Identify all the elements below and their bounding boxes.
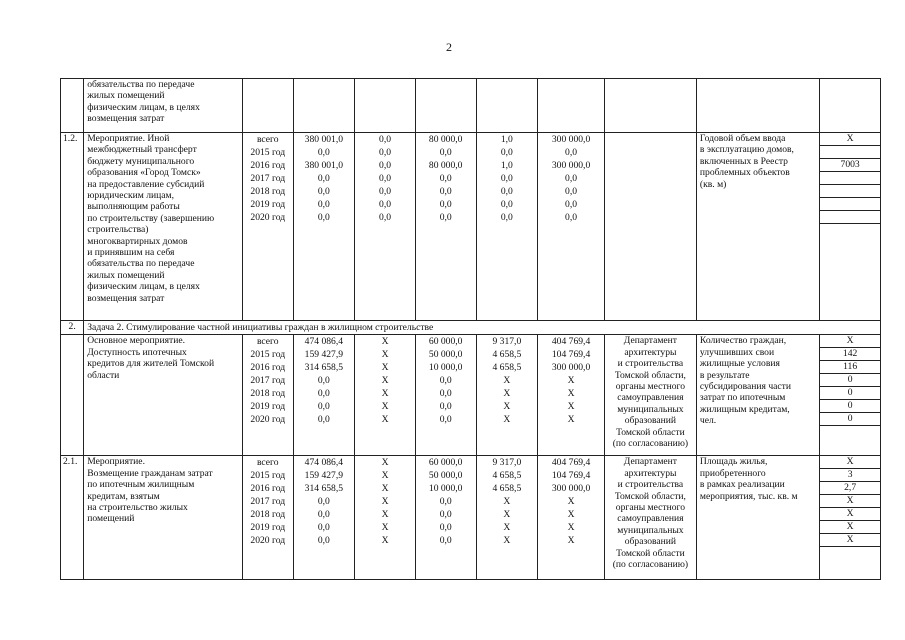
amount-value: 1,0 — [500, 160, 513, 171]
activity-name-line: обязательства по передаче — [87, 79, 195, 90]
amount-value: 0,0 — [379, 147, 392, 158]
activity-name-line: выполняющим работы — [87, 201, 180, 213]
amount-value: X — [503, 509, 511, 521]
activity-name-line: Основное мероприятие. — [87, 335, 185, 347]
amount-federal — [355, 79, 416, 133]
executor-line: муниципальных — [617, 403, 684, 415]
activity-name-line: по строительству (завершению — [87, 212, 215, 224]
amount-value: 0,0 — [439, 375, 452, 387]
amount-value: 4 658,5 — [492, 349, 522, 361]
executor-line: (по согласованию) — [612, 559, 689, 571]
amount-value: 10 000,0 — [428, 362, 463, 374]
amount-total — [293, 133, 355, 321]
amount-value: 0,0 — [439, 522, 452, 534]
indicator-value: 0 — [820, 413, 880, 426]
amount-value: 60 000,0 — [428, 457, 463, 469]
amount-regional — [415, 456, 476, 580]
activity-name-line: физическим лицам, в целях — [87, 101, 200, 113]
amount-value: X — [567, 535, 575, 547]
amount-value: 0,0 — [439, 173, 452, 184]
indicator-line: жилищные условия — [699, 358, 780, 370]
year-label: 2020 год — [250, 535, 286, 547]
activity-name-line: жилых помещений — [87, 90, 165, 102]
amount-value: 0,0 — [500, 147, 513, 158]
indicator-value: 0 — [820, 400, 880, 413]
indicator-value: 3 — [820, 469, 880, 482]
activity-name-line: строительства) — [87, 224, 149, 236]
activity-name-line: возмещения затрат — [87, 113, 165, 125]
amount-federal — [355, 133, 416, 321]
indicator-name — [696, 456, 819, 580]
executor-line: органы местного — [615, 502, 686, 514]
amount-total — [293, 335, 355, 456]
year-label: 2020 год — [250, 212, 286, 223]
amount-value: 80 000,0 — [428, 160, 463, 171]
activity-name — [84, 79, 243, 133]
amount-value: 0,0 — [317, 212, 330, 223]
amount-value: 104 769,4 — [551, 349, 591, 361]
amount-value: 60 000,0 — [428, 336, 463, 348]
indicator-line: Площадь жилья, — [699, 456, 768, 468]
activity-name-line: кредитов для жителей Томской — [87, 358, 215, 370]
executor-line: образований — [624, 536, 677, 548]
amount-value: X — [503, 375, 511, 387]
amount-value: 50 000,0 — [428, 470, 463, 482]
indicator-line: в рамках реализации — [699, 479, 785, 491]
table-row — [61, 456, 881, 580]
table-row — [61, 133, 881, 321]
indicator-value: 2,7 — [820, 482, 880, 495]
executor-line: архитектуры — [624, 467, 677, 479]
activity-name-line: физическим лицам, в целях — [87, 281, 200, 293]
indicator-line: в результате — [699, 369, 750, 381]
amount-value: 380 001,0 — [304, 134, 344, 145]
amount-value: X — [381, 470, 389, 482]
amount-value: 0,0 — [439, 147, 452, 158]
amount-value: 0,0 — [500, 199, 513, 210]
executor-line: Томской области, — [614, 490, 686, 502]
year-label: 2015 год — [250, 147, 286, 158]
amount-regional — [415, 133, 476, 321]
amount-value: 0,0 — [317, 414, 330, 426]
amount-value: X — [567, 401, 575, 413]
amount-value: X — [567, 496, 575, 508]
amount-value: 0,0 — [439, 199, 452, 210]
indicator-line: приобретенного — [699, 467, 766, 479]
amount-value: 314 658,5 — [304, 483, 344, 495]
amount-other — [538, 335, 605, 456]
activity-name-line: межбюджетный трансферт — [87, 144, 197, 156]
year-column — [242, 79, 293, 133]
amount-value: 50 000,0 — [428, 349, 463, 361]
indicator-value — [820, 172, 880, 185]
activity-name-line: кредитам, взятым — [87, 490, 160, 502]
executor-line: (по согласованию) — [612, 438, 689, 450]
year-label: 2016 год — [250, 362, 286, 374]
amount-value: 4 658,5 — [492, 483, 522, 495]
amount-value: 474 086,4 — [304, 457, 344, 469]
activity-name-line: образования «Город Томск» — [87, 167, 201, 179]
year-label: 2015 год — [250, 349, 286, 361]
amount-value: X — [381, 336, 389, 348]
year-column — [242, 456, 293, 580]
row-index: 2.1. — [61, 456, 84, 580]
amount-value: 0,0 — [439, 414, 452, 426]
year-label: всего — [256, 457, 279, 469]
amount-value: 0,0 — [439, 535, 452, 547]
amount-value: 0,0 — [439, 496, 452, 508]
activity-name-line: обязательства по передаче — [87, 258, 195, 270]
executor — [604, 133, 696, 321]
amount-value: 0,0 — [317, 535, 330, 547]
amount-value: X — [381, 457, 389, 469]
amount-federal — [355, 335, 416, 456]
amount-value: 380 001,0 — [304, 160, 344, 171]
amount-value: 0,0 — [317, 509, 330, 521]
year-label: 2019 год — [250, 199, 286, 210]
amount-value: X — [503, 388, 511, 400]
year-column — [242, 133, 293, 321]
amount-value: X — [567, 414, 575, 426]
row-index: 1.2. — [61, 133, 84, 321]
indicator-value: X — [820, 508, 880, 521]
amount-value: 0,0 — [565, 199, 578, 210]
activity-name-line: многоквартирных домов — [87, 235, 188, 247]
activity-name-line: юридическим лицам, — [87, 190, 174, 202]
indicator-values — [820, 79, 881, 133]
amount-value: 0,0 — [317, 401, 330, 413]
executor-line: органы местного — [615, 381, 686, 393]
amount-federal — [355, 456, 416, 580]
executor-line: образований — [624, 415, 677, 427]
amount-value: 300 000,0 — [551, 483, 591, 495]
amount-value: X — [567, 388, 575, 400]
amount-value: X — [381, 401, 389, 413]
indicator-value: 7003 — [820, 159, 880, 172]
amount-value: 0,0 — [500, 186, 513, 197]
amount-other — [538, 456, 605, 580]
amount-value: 404 769,4 — [551, 336, 591, 348]
amount-value: 0,0 — [439, 388, 452, 400]
amount-value: 0,0 — [317, 496, 330, 508]
amount-value: X — [381, 509, 389, 521]
table-row — [61, 79, 881, 133]
program-table — [60, 78, 881, 580]
amount-value: X — [503, 496, 511, 508]
executor-line: Департамент — [623, 456, 678, 468]
amount-value: X — [381, 362, 389, 374]
indicator-value — [820, 185, 880, 198]
amount-value: 4 658,5 — [492, 470, 522, 482]
amount-value: X — [381, 522, 389, 534]
executor-line: муниципальных — [617, 524, 684, 536]
task-index: 2. — [61, 321, 84, 335]
amount-value: X — [381, 349, 389, 361]
amount-value: 1,0 — [500, 134, 513, 145]
indicator-line: включенных в Реестр — [699, 155, 788, 167]
amount-value: 4 658,5 — [492, 362, 522, 374]
activity-name-line: возмещения затрат — [87, 292, 165, 304]
row-index — [61, 335, 84, 456]
indicator-value: X — [820, 456, 880, 469]
year-label: 2018 год — [250, 186, 286, 197]
indicator-value — [820, 146, 880, 159]
amount-value: 0,0 — [317, 186, 330, 197]
year-label: 2019 год — [250, 522, 286, 534]
amount-value: 0,0 — [379, 160, 392, 171]
executor-line: самоуправления — [617, 513, 684, 525]
amount-value: 300 000,0 — [551, 160, 591, 171]
indicator-line: (кв. м) — [699, 178, 727, 190]
executor-line: Томской области — [616, 547, 685, 559]
indicator-line: затрат по ипотечным — [699, 392, 786, 404]
table-row — [61, 335, 881, 456]
amount-value: 0,0 — [317, 388, 330, 400]
amount-value: 0,0 — [317, 173, 330, 184]
year-label: 2020 год — [250, 414, 286, 426]
year-label: всего — [256, 134, 279, 145]
row-index — [61, 79, 84, 133]
indicator-line: чел. — [699, 415, 717, 427]
activity-name-line: на строительство жилых — [87, 502, 188, 514]
executor-line: архитектуры — [624, 346, 677, 358]
activity-name-line: помещений — [87, 513, 135, 525]
activity-name — [84, 456, 243, 580]
amount-value: X — [567, 375, 575, 387]
amount-value: 0,0 — [379, 134, 392, 145]
amount-other — [538, 79, 605, 133]
activity-name — [84, 335, 243, 456]
amount-value: X — [567, 509, 575, 521]
indicator-name — [696, 335, 819, 456]
task-row — [61, 321, 881, 335]
executor-line: Томской области — [616, 426, 685, 438]
amount-value: 80 000,0 — [428, 134, 463, 145]
year-label: 2017 год — [250, 173, 286, 184]
amount-value: 0,0 — [379, 199, 392, 210]
indicator-line: жилищным кредитам, — [699, 403, 790, 415]
amount-value: 300 000,0 — [551, 362, 591, 374]
activity-name-line: Доступность ипотечных — [87, 346, 187, 358]
task-title: Задача 2. Стимулирование частной инициативы граждан в жилищном строительстве — [84, 321, 881, 335]
indicator-value: X — [820, 133, 880, 146]
amount-value: 0,0 — [439, 186, 452, 197]
amount-value: 0,0 — [317, 375, 330, 387]
amount-value: X — [381, 375, 389, 387]
amount-value: X — [381, 496, 389, 508]
executor-line: и строительства — [617, 358, 684, 370]
year-label: 2016 год — [250, 160, 286, 171]
amount-value: X — [503, 414, 511, 426]
activity-name-line: по ипотечным жилищным — [87, 479, 195, 491]
amount-value: 104 769,4 — [551, 470, 591, 482]
year-label: 2017 год — [250, 375, 286, 387]
activity-name-line: Мероприятие. Иной — [87, 133, 170, 144]
amount-value: X — [567, 522, 575, 534]
indicator-line: в эксплуатацию домов, — [699, 144, 794, 156]
amount-value: X — [503, 401, 511, 413]
indicator-values — [820, 133, 881, 321]
amount-value: 159 427,9 — [304, 470, 344, 482]
indicator-name — [696, 133, 819, 321]
executor-line: самоуправления — [617, 392, 684, 404]
activity-name-line: и принявшим на себя — [87, 247, 175, 259]
amount-value: 404 769,4 — [551, 457, 591, 469]
executor-line: и строительства — [617, 479, 684, 491]
activity-name-line: области — [87, 369, 120, 381]
indicator-value: 0 — [820, 387, 880, 400]
amount-value: 0,0 — [565, 147, 578, 158]
executor-line: Томской области, — [614, 369, 686, 381]
indicator-value — [820, 211, 880, 224]
amount-value: 0,0 — [317, 522, 330, 534]
amount-regional — [415, 335, 476, 456]
amount-local — [476, 79, 538, 133]
amount-local — [476, 335, 538, 456]
executor-line: Департамент — [623, 335, 678, 347]
amount-value: X — [381, 535, 389, 547]
indicator-value: X — [820, 521, 880, 534]
amount-value: 474 086,4 — [304, 336, 344, 348]
indicator-values — [820, 335, 881, 456]
year-column — [242, 335, 293, 456]
amount-local — [476, 456, 538, 580]
year-label: 2017 год — [250, 496, 286, 508]
amount-value: 0,0 — [565, 173, 578, 184]
amount-total — [293, 79, 355, 133]
amount-value: 0,0 — [565, 212, 578, 223]
year-label: 2016 год — [250, 483, 286, 495]
activity-name-line: бюджету муниципального — [87, 155, 195, 167]
indicator-line: улучшивших свои — [699, 346, 775, 358]
amount-value: 0,0 — [500, 212, 513, 223]
indicator-name — [696, 79, 819, 133]
activity-name-line: Возмещение гражданам затрат — [87, 467, 213, 479]
amount-value: 0,0 — [379, 173, 392, 184]
indicator-value: 0 — [820, 374, 880, 387]
amount-total — [293, 456, 355, 580]
indicator-value: X — [820, 335, 880, 348]
amount-regional — [415, 79, 476, 133]
amount-value: 0,0 — [439, 509, 452, 521]
indicator-line: проблемных объектов — [699, 167, 790, 179]
indicator-line: Количество граждан, — [699, 335, 787, 347]
activity-name-line: на предоставление субсидий — [87, 178, 205, 190]
year-label: 2018 год — [250, 509, 286, 521]
year-label: 2018 год — [250, 388, 286, 400]
year-label: 2015 год — [250, 470, 286, 482]
amount-value: 0,0 — [565, 186, 578, 197]
executor — [604, 79, 696, 133]
amount-value: 0,0 — [439, 212, 452, 223]
amount-value: 0,0 — [439, 401, 452, 413]
page-number: 2 — [446, 40, 452, 54]
year-label: 2019 год — [250, 401, 286, 413]
executor — [604, 456, 696, 580]
indicator-line: субсидирования части — [699, 381, 791, 393]
amount-value: 0,0 — [379, 186, 392, 197]
amount-value: 159 427,9 — [304, 349, 344, 361]
amount-value: X — [381, 483, 389, 495]
indicator-values — [820, 456, 881, 580]
indicator-value: 142 — [820, 348, 880, 361]
amount-value: 300 000,0 — [551, 134, 591, 145]
amount-value: X — [381, 388, 389, 400]
executor — [604, 335, 696, 456]
amount-value: X — [503, 522, 511, 534]
amount-value: 0,0 — [379, 212, 392, 223]
indicator-line: мероприятия, тыс. кв. м — [699, 490, 798, 502]
amount-value: 10 000,0 — [428, 483, 463, 495]
activity-name-line: жилых помещений — [87, 269, 165, 281]
year-label: всего — [256, 336, 279, 348]
amount-value: 314 658,5 — [304, 362, 344, 374]
indicator-line: Годовой объем ввода — [699, 133, 786, 144]
amount-other — [538, 133, 605, 321]
amount-value: 9 317,0 — [492, 457, 522, 469]
activity-name-line: Мероприятие. — [87, 456, 145, 468]
amount-value: 0,0 — [317, 147, 330, 158]
indicator-value — [820, 198, 880, 211]
indicator-value: X — [820, 534, 880, 547]
indicator-value: 116 — [820, 361, 880, 374]
amount-value: X — [503, 535, 511, 547]
amount-value: X — [381, 414, 389, 426]
indicator-value: X — [820, 495, 880, 508]
amount-value: 9 317,0 — [492, 336, 522, 348]
amount-value: 0,0 — [500, 173, 513, 184]
activity-name — [84, 133, 243, 321]
amount-value: 0,0 — [317, 199, 330, 210]
amount-local — [476, 133, 538, 321]
